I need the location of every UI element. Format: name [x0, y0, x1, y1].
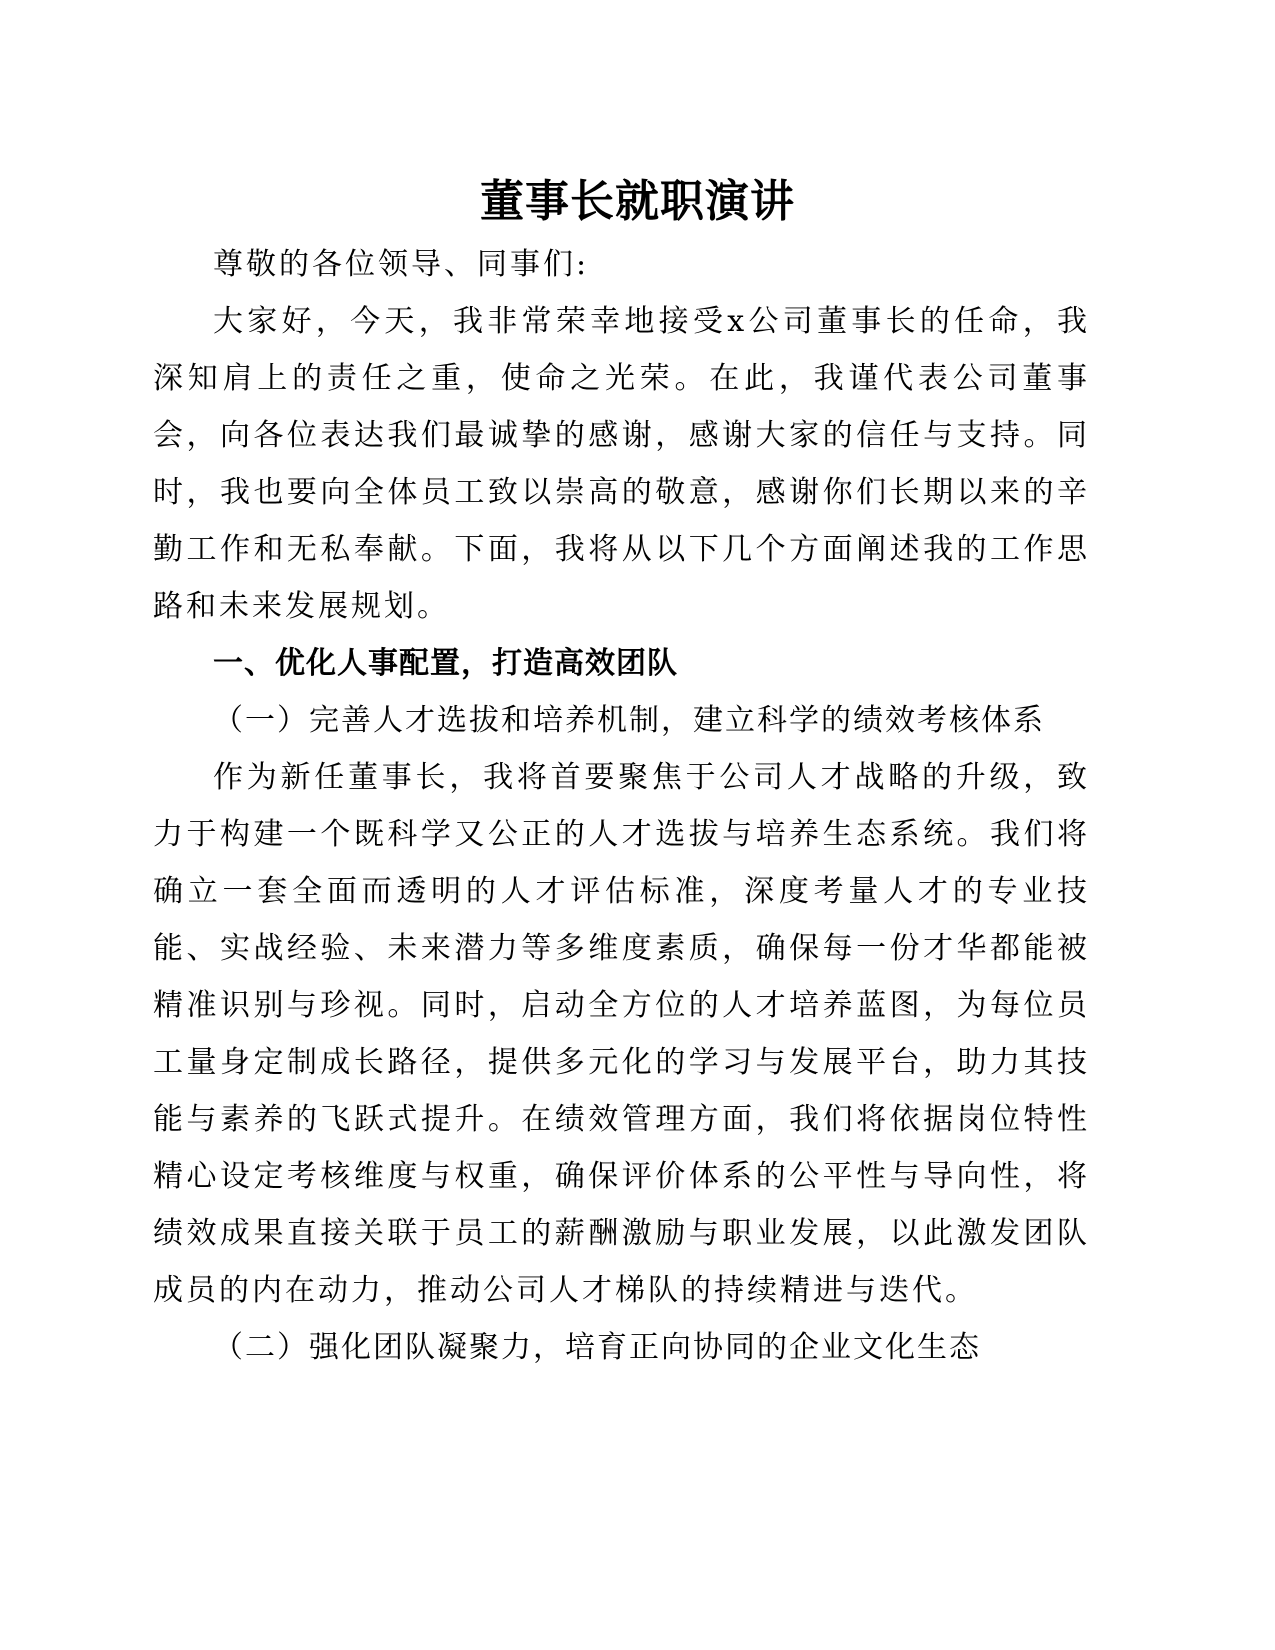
section-heading-1: 一、优化人事配置，打造高效团队	[213, 646, 678, 681]
subsection-heading-2: （二）强化团队凝聚力，培育正向协同的企业文化生态	[213, 1330, 981, 1365]
salutation: 尊敬的各位领导、同事们:	[213, 247, 590, 282]
document-body	[153, 236, 1090, 1376]
subsection-paragraph-1: 作为新任董事长，我将首要聚焦于公司人才战略的升级，致力于构建一个既科学又公正的人才选拔与培养生态系统。我们将确立一套全面而透明的人才评估标准，深度考量人才的专业技能、实战经验、未来潜力等多维度素质，确保每一份才华都能被精准识别与珍视。同时，启动全方位的人才培养蓝图，为每位员工量身定制成长路径，提供多元化的学习与发展平台，助力其技能与素养的飞跃式提升。在绩效管理方面，我们将依据岗位特性精心设定考核维度与权重，确保评价体系的公平性与导向性，将绩效成果直接关联于员工的薪酬激励与职业发展，以此激发团队成员的内在动力，推动公司人才梯队的持续精进与迭代。	[153, 760, 1090, 1308]
intro-paragraph: 大家好，今天，我非常荣幸地接受x公司董事长的任命，我深知肩上的责任之重，使命之光荣。在此，我谨代表公司董事会，向各位表达我们最诚挚的感谢，感谢大家的信任与支持。同时，我也要向全体员工致以崇高的敬意，感谢你们长期以来的辛勤工作和无私奉献。下面，我将从以下几个方面阐述我的工作思路和未来发展规划。	[153, 304, 1090, 624]
document-title: 董事长就职演讲	[480, 176, 795, 227]
subsection-heading-1: （一）完善人才选拔和培养机制，建立科学的绩效考核体系	[213, 703, 1045, 738]
